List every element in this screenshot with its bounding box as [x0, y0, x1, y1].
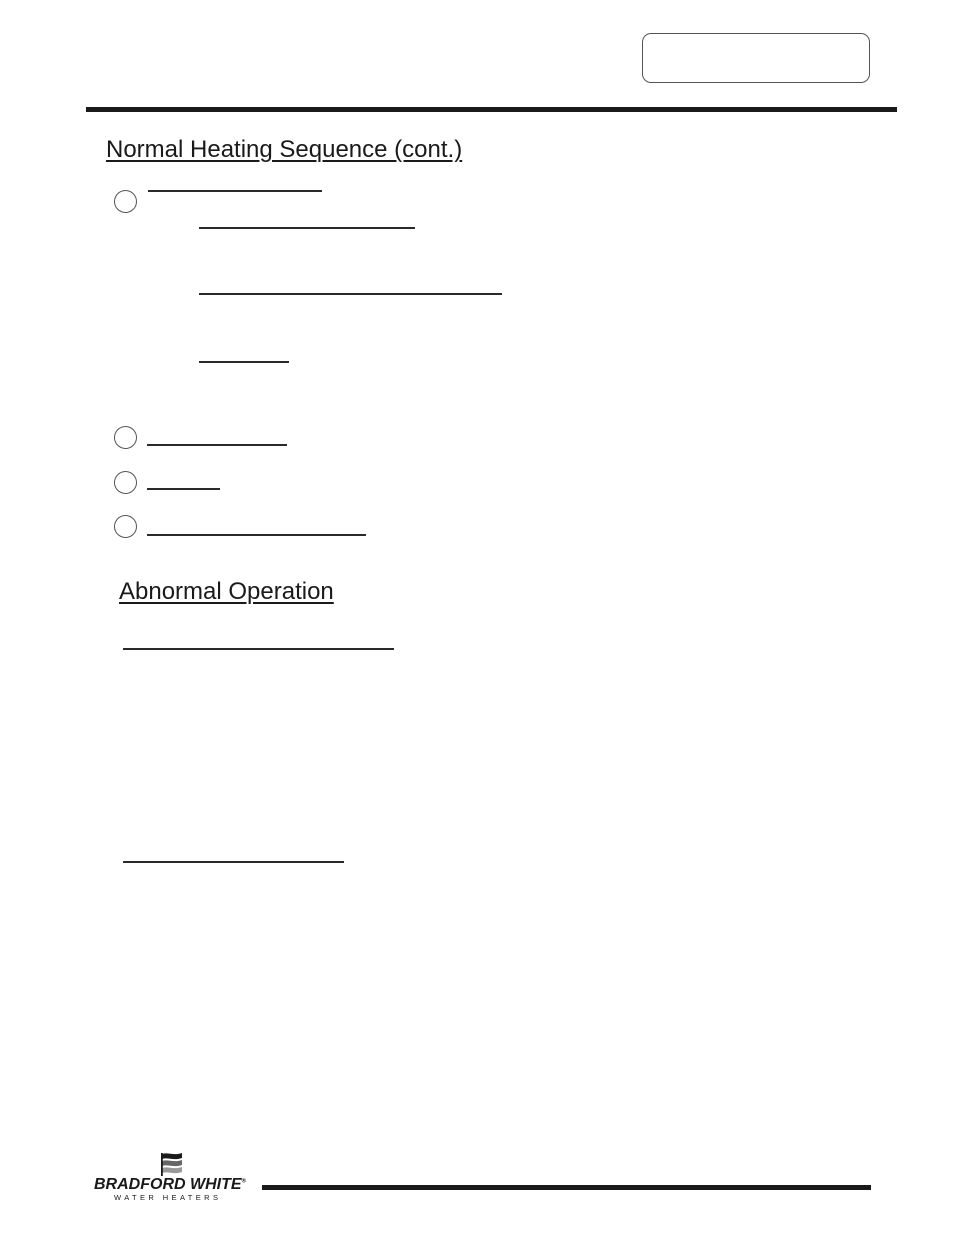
step-4-heading-line — [147, 534, 366, 536]
header-page-box — [642, 33, 870, 83]
bradford-white-logo — [94, 1152, 254, 1204]
abnormal-sub-line-1 — [123, 648, 394, 650]
step-1-sub-line-3 — [199, 361, 289, 363]
bottom-divider — [262, 1185, 871, 1190]
section-title-abnormal-operation: Abnormal Operation — [119, 578, 334, 605]
step-circle-2 — [114, 426, 137, 449]
step-3-heading-line — [147, 488, 220, 490]
step-2-heading-line — [147, 444, 287, 446]
logo-registered-mark: ® — [241, 1178, 246, 1185]
flag-logo-icon — [158, 1152, 186, 1176]
step-1-heading-line — [148, 190, 322, 192]
step-1-sub-line-2 — [199, 293, 502, 295]
step-circle-3 — [114, 471, 137, 494]
section-title-normal-heating: Normal Heating Sequence (cont.) — [106, 136, 463, 163]
step-circle-1 — [114, 190, 137, 213]
logo-brand-text: BRADFORD WHITE — [94, 1176, 242, 1193]
step-1-sub-line-1 — [199, 227, 415, 229]
abnormal-sub-line-2 — [123, 861, 344, 863]
logo-subtitle: WATER HEATERS — [114, 1193, 222, 1202]
top-divider — [86, 107, 897, 112]
step-circle-4 — [114, 515, 137, 538]
